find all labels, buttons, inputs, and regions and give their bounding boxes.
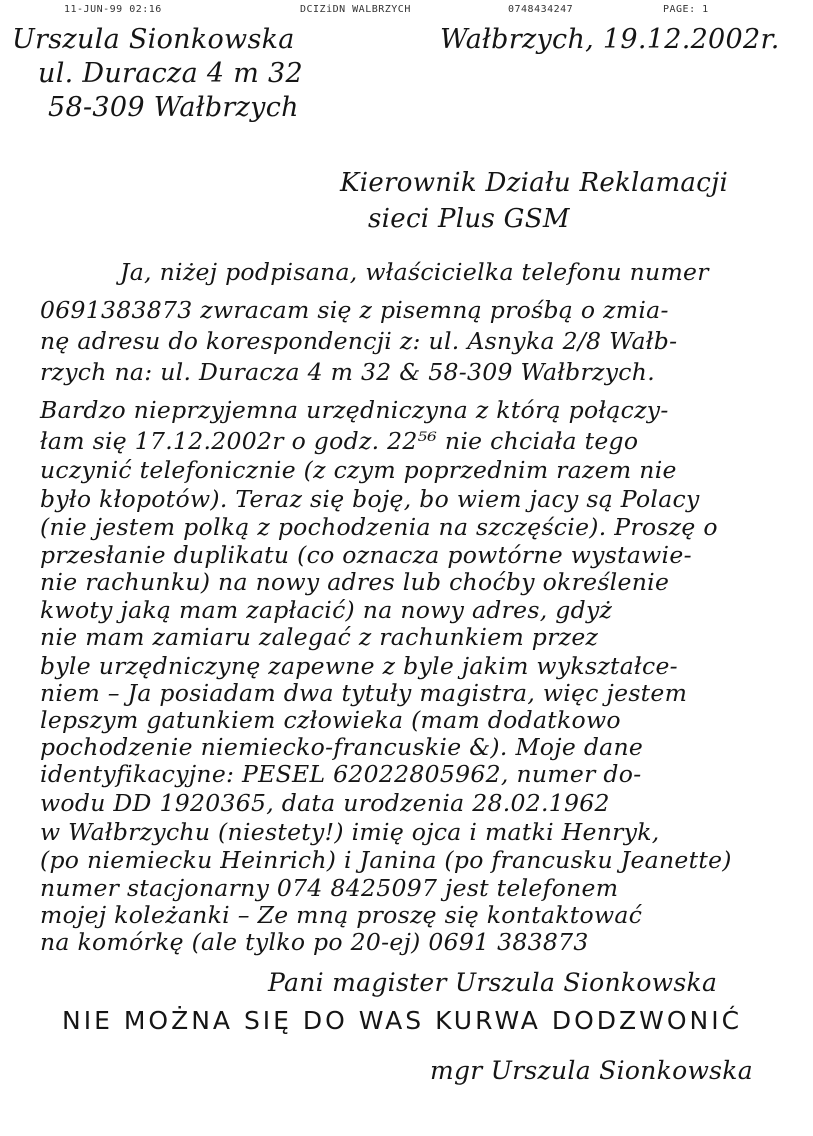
- sender-city: 58-309 Wałbrzych: [48, 92, 299, 123]
- fax-date: 11-JUN-99 02:16: [64, 4, 162, 15]
- body-line: kwoty jaką mam zapłacić) na nowy adres, gdyż: [40, 596, 613, 624]
- body-line: uczynić telefonicznie (z czym poprzednim razem nie: [40, 456, 677, 484]
- fax-sender: DCIZiDN WALBRZYCH: [300, 4, 411, 15]
- recipient-network: sieci Plus GSM: [368, 204, 570, 234]
- body-line: numer stacjonarny 074 8425097 jest telefonem: [40, 874, 619, 902]
- date-place: Wałbrzych, 19.12.2002r.: [440, 24, 780, 55]
- body-line: nę adresu do korespondencji z: ul. Asnyka 2/8 Wałb-: [40, 327, 678, 355]
- body-line: nie rachunku) na nowy adres lub choćby określenie: [40, 568, 670, 596]
- final-signature: mgr Urszula Sionkowska: [430, 1056, 753, 1085]
- body-line: na komórkę (ale tylko po 20-ej) 0691 383873: [40, 928, 589, 956]
- body-line: nie mam zamiaru zalegać z rachunkiem przez: [40, 623, 599, 651]
- body-line: lepszym gatunkiem człowieka (mam dodatkowo: [40, 706, 621, 734]
- body-line: niem – Ja posiadam dwa tytuły magistra, więc jestem: [40, 679, 688, 707]
- sender-street: ul. Duracza 4 m 32: [38, 58, 303, 89]
- body-line: (nie jestem polką z pochodzenia na szczęście). Proszę o: [40, 513, 718, 541]
- recipient-title: Kierownik Działu Reklamacji: [340, 168, 729, 198]
- body-line: mojej koleżanki – Ze mną proszę się kontaktować: [40, 901, 643, 929]
- body-line: w Wałbrzychu (niestety!) imię ojca i matki Henryk,: [40, 818, 660, 846]
- fax-page: PAGE: 1: [663, 4, 709, 15]
- body-line: identyfikacyjne: PESEL 62022805962, numer do-: [40, 760, 642, 788]
- body-line: przesłanie duplikatu (co oznacza powtórne wystawie-: [40, 541, 692, 569]
- body-line: pochodzenie niemiecko-francuskie &). Moje dane: [40, 733, 644, 761]
- body-line: (po niemiecku Heinrich) i Janina (po francusku Jeanette): [40, 846, 732, 874]
- caps-line: NIE MOŻNA SIĘ DO WAS KURWA DODZWONIĆ: [62, 1006, 743, 1035]
- body-line: 0691383873 zwracam się z pisemną prośbą o zmia-: [40, 296, 669, 324]
- body-line: Bardzo nieprzyjemna urzędniczyna z którą połączy-: [40, 396, 669, 424]
- body-line: było kłopotów). Teraz się boję, bo wiem jacy są Polacy: [40, 485, 700, 513]
- body-line: wodu DD 1920365, data urodzenia 28.02.1962: [40, 789, 610, 817]
- sender-name: Urszula Sionkowska: [12, 24, 295, 55]
- body-line: Ja, niżej podpisana, właścicielka telefonu numer: [120, 258, 709, 286]
- fax-header: [0, 4, 813, 18]
- body-line: łam się 17.12.2002r o godz. 22⁵⁶ nie chciała tego: [40, 427, 639, 455]
- body-line: rzych na: ul. Duracza 4 m 32 & 58-309 Wałbrzych.: [40, 358, 655, 386]
- fax-number: 0748434247: [508, 4, 574, 15]
- body-line: byle urzędniczynę zapewne z byle jakim wykształce-: [40, 652, 678, 680]
- signature: Pani magister Urszula Sionkowska: [268, 968, 718, 997]
